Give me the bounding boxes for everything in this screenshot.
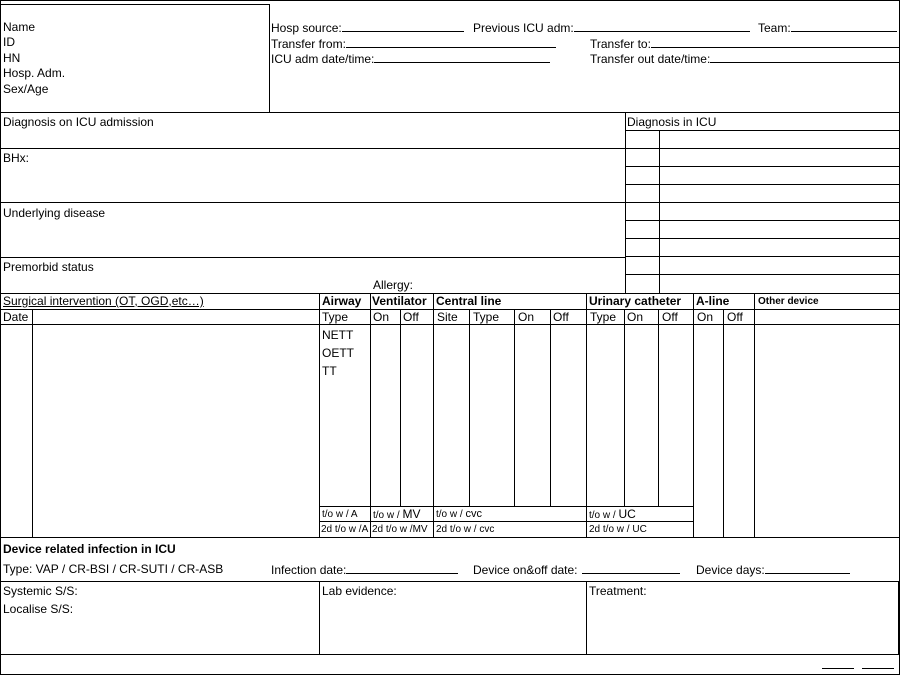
infection-type-label[interactable]: Type: VAP / CR-BSI / CR-SUTI / CR-ASB xyxy=(3,562,224,576)
patient-name-label: Name xyxy=(3,20,36,34)
cl-site-header: Site xyxy=(437,310,458,324)
cl-off-header: Off xyxy=(553,310,569,324)
allergy-label: Allergy: xyxy=(373,278,414,292)
transfer-to-label: Transfer to: xyxy=(590,37,651,51)
date-col-header: Date xyxy=(3,310,29,324)
vent-tow: t/o w / MV xyxy=(373,507,421,521)
surgical-intervention-label: Surgical intervention (OT, OGD,etc…) xyxy=(3,294,204,308)
bhx-label: BHx: xyxy=(3,151,30,165)
previous-icu-adm-label: Previous ICU adm: xyxy=(473,21,574,35)
hosp-source-label: Hosp source: xyxy=(271,21,342,35)
device-days-label: Device days: xyxy=(696,563,765,577)
underlying-disease-label: Underlying disease xyxy=(3,206,106,220)
lab-evidence-label: Lab evidence: xyxy=(322,584,397,598)
airway-type-tt: TT xyxy=(322,364,337,378)
icu-adm-datetime-field[interactable] xyxy=(271,51,550,66)
urinary-catheter-header: Urinary catheter xyxy=(589,294,682,308)
transfer-from-label: Transfer from: xyxy=(271,37,346,51)
airway-type-oett: OETT xyxy=(322,346,354,360)
vent-off-header: Off xyxy=(403,310,419,324)
airway-header: Airway xyxy=(322,294,362,308)
footer-blank-2[interactable] xyxy=(862,668,894,669)
diagnosis-on-admission-label: Diagnosis on ICU admission xyxy=(3,115,154,129)
previous-icu-adm-field[interactable] xyxy=(473,20,750,35)
premorbid-status-label: Premorbid status xyxy=(3,260,94,274)
transfer-out-datetime-field[interactable] xyxy=(590,51,899,66)
team-label: Team: xyxy=(758,21,791,35)
hosp-source-field[interactable] xyxy=(271,20,464,35)
cl-on-header: On xyxy=(518,310,535,324)
localise-ss-label: Localise S/S: xyxy=(3,602,74,616)
infection-title: Device related infection in ICU xyxy=(3,542,176,556)
patient-hosp-adm-label: Hosp. Adm. xyxy=(3,66,66,80)
device-on-off-date-label: Device on&off date: xyxy=(473,563,578,577)
airway-tow: t/o w / A xyxy=(322,509,358,520)
aline-off-header: Off xyxy=(727,310,743,324)
airway-2d-tow: 2d t/o w /A xyxy=(321,524,369,535)
vent-2d-tow: 2d t/o w /MV xyxy=(372,524,428,535)
footer-blank-1[interactable] xyxy=(822,668,854,669)
infection-date-field[interactable] xyxy=(271,562,458,577)
central-line-header: Central line xyxy=(436,294,502,308)
a-line-header: A-line xyxy=(696,294,730,308)
patient-hn-label: HN xyxy=(3,51,21,65)
cl-tow: t/o w / cvc xyxy=(436,508,482,520)
cl-type-header: Type xyxy=(473,310,500,324)
uc-tow: t/o w / UC xyxy=(589,507,636,521)
aline-on-header: On xyxy=(697,310,714,324)
uc-on-header: On xyxy=(627,310,644,324)
patient-sex-age-label: Sex/Age xyxy=(3,82,49,96)
ventilator-header: Ventilator xyxy=(372,294,427,308)
device-on-off-date-field[interactable] xyxy=(473,562,680,577)
transfer-from-field[interactable] xyxy=(271,36,556,51)
airway-type-header: Type xyxy=(322,310,349,324)
treatment-label: Treatment: xyxy=(589,584,647,598)
infection-evidence-box xyxy=(0,581,899,655)
vent-on-header: On xyxy=(373,310,390,324)
airway-type-nett: NETT xyxy=(322,328,354,342)
transfer-out-datetime-label: Transfer out date/time: xyxy=(590,52,711,66)
uc-2d-tow: 2d t/o w / UC xyxy=(589,524,647,535)
icu-adm-datetime-label: ICU adm date/time: xyxy=(271,52,375,66)
cl-2d-tow: 2d t/o w / cvc xyxy=(436,524,495,535)
systemic-ss-label: Systemic S/S: xyxy=(3,584,78,598)
other-device-header: Other device xyxy=(758,296,819,307)
patient-info-box xyxy=(0,4,270,113)
transfer-to-field[interactable] xyxy=(590,36,899,51)
patient-id-label: ID xyxy=(3,35,15,49)
team-field[interactable] xyxy=(758,20,897,35)
uc-off-header: Off xyxy=(662,310,678,324)
diagnosis-in-icu-label: Diagnosis in ICU xyxy=(627,115,717,129)
device-days-field[interactable] xyxy=(696,562,850,577)
infection-date-label: Infection date: xyxy=(271,563,347,577)
uc-type-header: Type xyxy=(590,310,617,324)
